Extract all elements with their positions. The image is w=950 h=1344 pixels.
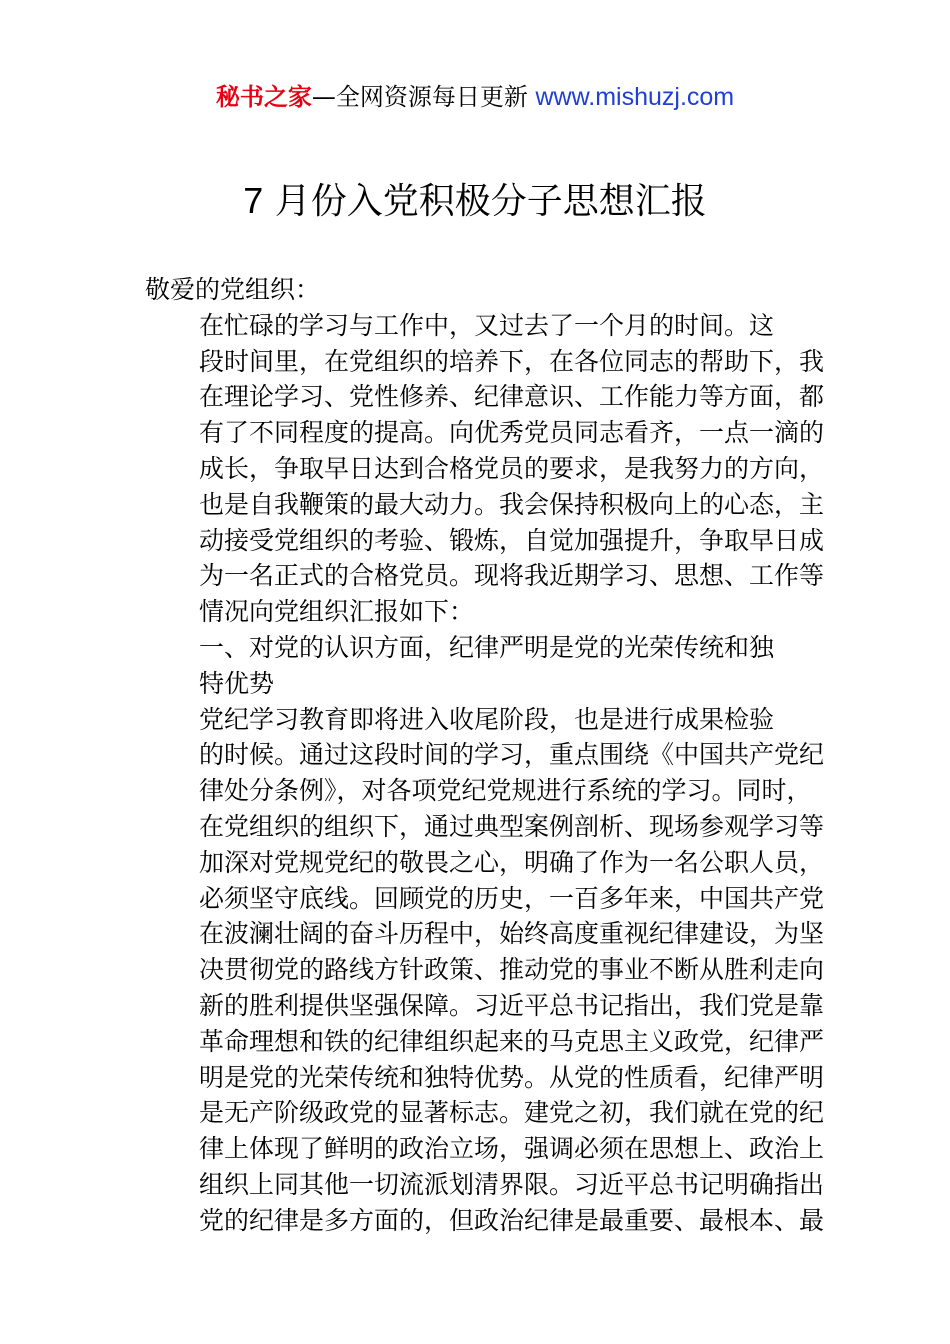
- text-line: 为一名正式的合格党员。现将我近期学习、思想、工作等: [199, 561, 825, 591]
- text-line: 在党组织的组织下，通过典型案例剖析、现场参观学习等: [199, 811, 825, 841]
- paragraph-section-1: [145, 702, 825, 1239]
- section-heading-1: [145, 630, 810, 702]
- text-line: 律上体现了鲜明的政治立场，强调必须在思想上、政治上: [199, 1134, 825, 1164]
- title-text: 月份入党积极分子思想汇报: [274, 181, 707, 222]
- text-line: 的时候。通过这段时间的学习，重点围绕《中国共产党纪: [199, 740, 825, 770]
- text-line: 组织上同其他一切流派划清界限。习近平总书记明确指出: [199, 1169, 825, 1199]
- site-brand: 秘书之家: [215, 83, 312, 111]
- text-line: 律处分条例》，对各项党纪党规进行系统的学习。同时，: [199, 776, 812, 806]
- text-line: 情况向党组织汇报如下：: [199, 597, 475, 627]
- text-line: 有了不同程度的提高。向优秀党员同志看齐，一点一滴的: [199, 418, 825, 448]
- text-line: 动接受党组织的考验、锻炼，自觉加强提升，争取早日成: [199, 525, 825, 555]
- text-line: 加深对党规党纪的敬畏之心，明确了作为一名公职人员，: [199, 847, 825, 877]
- text-line: 成长，争取早日达到合格党员的要求，是我努力的方向，: [199, 453, 825, 483]
- document-title: [0, 176, 950, 227]
- text-line: 是无产阶级政党的显著标志。建党之初，我们就在党的纪: [199, 1098, 825, 1128]
- text-line: 必须坚守底线。回顾党的历史，一百多年来，中国共产党: [199, 883, 825, 913]
- text-line: 一、对党的认识方面，纪律严明是党的光荣传统和独: [199, 632, 775, 662]
- site-tagline: —全网资源每日更新: [311, 83, 536, 111]
- text-line: 革命理想和铁的纪律组织起来的马克思主义政党，纪律严: [199, 1026, 825, 1056]
- text-line: 特优势: [199, 668, 275, 698]
- text-line: 决贯彻党的路线方针政策、推动党的事业不断从胜利走向: [199, 955, 825, 985]
- salutation: 敬爱的党组织：: [145, 275, 321, 304]
- text-line: 也是自我鞭策的最大动力。我会保持积极向上的心态，主: [199, 489, 825, 519]
- title-number: 7: [243, 180, 264, 221]
- text-line: 党的纪律是多方面的，但政治纪律是最重要、最根本、最: [199, 1205, 825, 1235]
- paragraph-intro: [145, 308, 825, 630]
- text-line: 在理论学习、党性修养、纪律意识、工作能力等方面，都: [199, 382, 825, 412]
- text-line: 在忙碌的学习与工作中，又过去了一个月的时间。这: [199, 310, 775, 340]
- text-line: 新的胜利提供坚强保障。习近平总书记指出，我们党是靠: [199, 990, 825, 1020]
- site-url-link[interactable]: www.mishuzj.com: [535, 83, 735, 111]
- text-line: 明是党的光荣传统和独特优势。从党的性质看，纪律严明: [199, 1062, 825, 1092]
- text-line: 党纪学习教育即将进入收尾阶段，也是进行成果检验: [199, 704, 775, 734]
- site-header: [0, 80, 950, 114]
- text-line: 在波澜壮阔的奋斗历程中，始终高度重视纪律建设，为坚: [199, 919, 825, 949]
- text-line: 段时间里，在党组织的培养下，在各位同志的帮助下，我: [199, 346, 825, 376]
- document-body: [145, 272, 825, 1239]
